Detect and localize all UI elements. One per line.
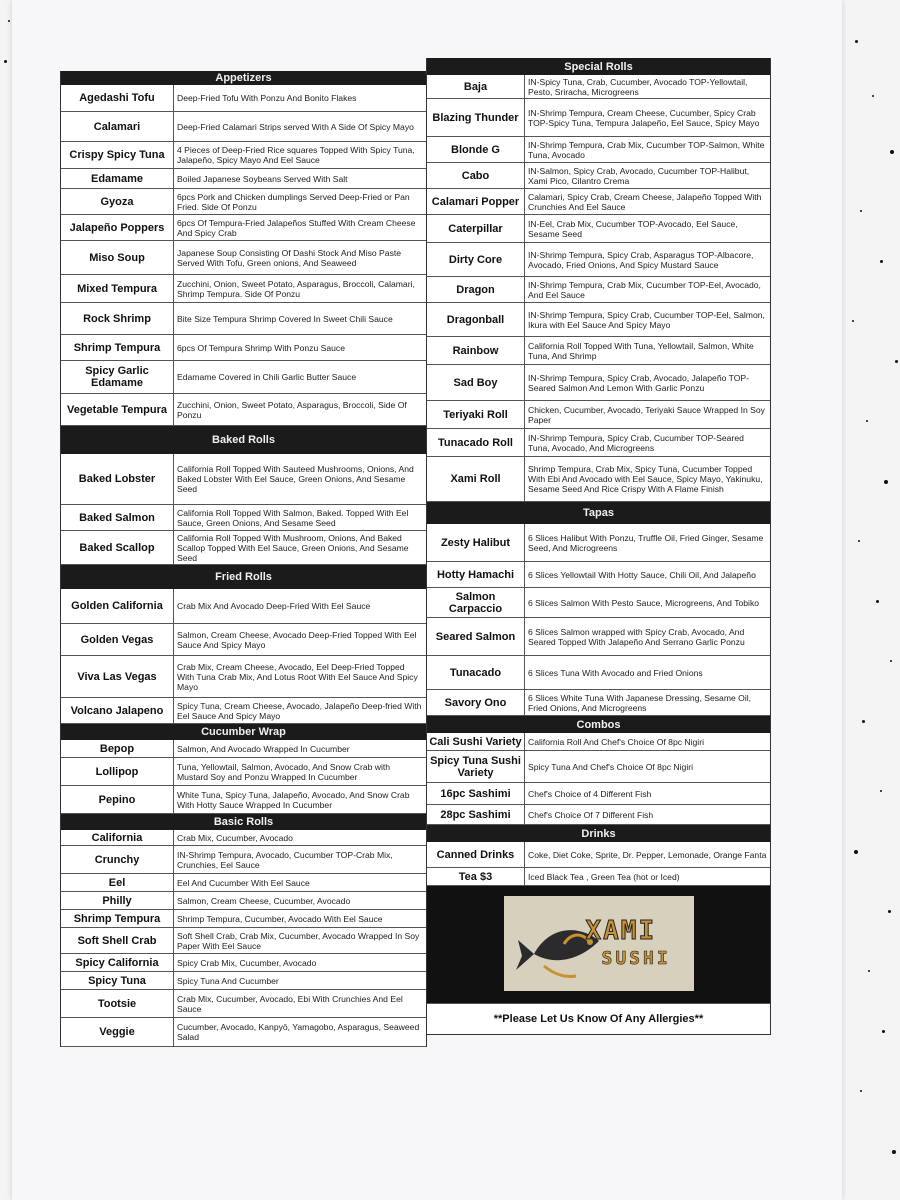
menu-item-description: Chef's Choice Of 7 Different Fish <box>528 809 654 820</box>
menu-item-row <box>61 740 426 758</box>
menu-item-row <box>61 954 426 972</box>
menu-item-row <box>427 163 770 189</box>
menu-item-name: Hotty Hamachi <box>427 562 525 587</box>
logo-wordmark: XAMI <box>585 916 657 946</box>
menu-item-row <box>61 589 426 624</box>
menu-item-name: Teriyaki Roll <box>427 401 525 428</box>
menu-item-name: Cabo <box>427 163 525 188</box>
menu-item-description: California Roll Topped With Mushroom, Onions, And Baked Scallop Topped With Eel Sauce, Green Onions, And Sesame Seed <box>177 532 409 563</box>
menu-item-row <box>427 656 770 690</box>
menu-item-row <box>61 241 426 275</box>
menu-item-row <box>427 751 770 783</box>
menu-item-description: Salmon, And Avocado Wrapped In Cucumber <box>177 743 350 754</box>
menu-item-description: 6pcs Of Tempura Shrimp With Ponzu Sauce <box>177 342 345 353</box>
menu-item-description: IN-Shrimp Tempura, Crab Mix, Cucumber TOP-Eel, Avocado, And Eel Sauce <box>528 279 761 300</box>
speckle <box>4 60 7 63</box>
menu-item-name: Zesty Halibut <box>427 524 525 561</box>
menu-item-name: Cali Sushi Variety <box>427 733 525 750</box>
menu-item-name: Canned Drinks <box>427 842 525 867</box>
menu-item-row <box>61 786 426 814</box>
menu-item-name: Baja <box>427 75 525 98</box>
menu-item-name: Viva Las Vegas <box>61 656 174 697</box>
menu-item-description: IN-Shrimp Tempura, Spicy Crab, Asparagus TOP-Albacore, Avocado, Fried Onions, And Spicy Mustard Sauce <box>528 249 754 270</box>
menu-item-row <box>427 401 770 429</box>
menu-item-description: Eel And Cucumber With Eel Sauce <box>177 877 310 888</box>
menu-item-row <box>427 690 770 716</box>
menu-item-name: Calamari Popper <box>427 189 525 214</box>
menu-item-description: Cucumber, Avocado, Kanpyō, Yamagobo, Asparagus, Seaweed Salad <box>177 1022 420 1042</box>
menu-item-description: IN-Shrimp Tempura, Cream Cheese, Cucumber, Spicy Crab TOP-Spicy Tuna, Tempura Jalapeño, Eel Sauce, Spicy Mayo <box>528 107 760 128</box>
menu-item-row <box>427 618 770 656</box>
menu-item-name: Gyoza <box>61 189 174 214</box>
logo-subtitle: SUSHI <box>601 948 671 969</box>
menu-item-row <box>61 1018 426 1047</box>
menu-item-name: Dragon <box>427 277 525 302</box>
menu-item-description: Iced Black Tea , Green Tea (hot or Iced) <box>528 871 680 882</box>
menu-item-name: Dragonball <box>427 303 525 336</box>
menu-item-row <box>427 868 770 886</box>
section-header-basic-rolls: Basic Rolls <box>61 814 426 830</box>
menu-item-row <box>427 588 770 618</box>
menu-item-description: 6pcs Of Tempura-Fried Jalapeños Stuffed With Cream Cheese And Spicy Crab <box>177 217 416 238</box>
menu-item-name: Dirty Core <box>427 243 525 276</box>
speckle <box>854 850 858 854</box>
menu-item-row <box>61 990 426 1018</box>
menu-item-description: 6 Slices Salmon wrapped with Spicy Crab, Avocado, And Seared Topped With Jalapeño And Serrano Garlic Ponzu <box>528 626 745 647</box>
menu-item-row <box>427 75 770 99</box>
menu-item-description: IN-Shrimp Tempura, Avocado, Cucumber TOP-Crab Mix, Crunchies, Eel Sauce <box>177 849 393 870</box>
menu-item-row <box>61 874 426 892</box>
menu-item-name: Philly <box>61 892 174 909</box>
menu-item-description: White Tuna, Spicy Tuna, Jalapeño, Avocado, And Snow Crab With Hotty Sauce Wrapped In Cucumber <box>177 789 410 810</box>
menu-item-name: Spicy Tuna Sushi Variety <box>427 751 525 782</box>
menu-item-row <box>427 429 770 457</box>
section-header-combos: Combos <box>427 716 770 733</box>
menu-item-description: IN-Salmon, Spicy Crab, Avocado, Cucumber TOP-Halibut, Xami Pico, Cilantro Crema <box>528 165 750 186</box>
menu-item-description: Spicy Tuna And Cucumber <box>177 975 279 986</box>
menu-item-row <box>61 361 426 394</box>
menu-item-row <box>427 189 770 215</box>
speckle <box>855 40 858 43</box>
menu-item-description: Bite Size Tempura Shrimp Covered In Sweet Chili Sauce <box>177 313 393 324</box>
menu-item-row <box>61 189 426 215</box>
speckle <box>868 970 870 972</box>
menu-item-row <box>427 457 770 502</box>
menu-item-description: IN-Spicy Tuna, Crab, Cucumber, Avocado TOP-Yellowtail, Pesto, Sriracha, Microgreens <box>528 76 748 97</box>
menu-item-name: Vegetable Tempura <box>61 394 174 425</box>
speckle <box>880 790 882 792</box>
menu-item-description: Japanese Soup Consisting Of Dashi Stock And Miso Paste Served With Tofu, Green onions, And Seaweed <box>177 247 402 268</box>
menu-item-row <box>61 303 426 335</box>
menu-item-name: Spicy Garlic Edamame <box>61 361 174 393</box>
menu-item-row <box>427 303 770 337</box>
menu-item-name: 28pc Sashimi <box>427 805 525 824</box>
menu-item-row <box>427 733 770 751</box>
speckle <box>852 320 854 322</box>
menu-item-name: Agedashi Tofu <box>61 85 174 111</box>
menu-item-description: Zucchini, Onion, Sweet Potato, Asparagus, Broccoli, Calamari, Shrimp Tempura. Side Of Ponzu <box>177 278 415 299</box>
menu-item-description: Chicken, Cucumber, Avocado, Teriyaki Sauce Wrapped In Soy Paper <box>528 404 765 425</box>
menu-item-name: Edamame <box>61 169 174 188</box>
menu-item-description: IN-Shrimp Tempura, Spicy Crab, Avocado, Jalapeño TOP-Seared Salmon And Lemon With Garlic Ponzu <box>528 372 749 393</box>
section-header-cucumber-wrap: Cucumber Wrap <box>61 724 426 740</box>
menu-item-name: Eel <box>61 874 174 891</box>
menu-item-name: Baked Lobster <box>61 454 174 504</box>
menu-item-name: Blazing Thunder <box>427 99 525 136</box>
menu-item-row <box>61 892 426 910</box>
menu-item-description: 4 Pieces of Deep-Fried Rice squares Topped With Spicy Tuna, Jalapeño, Spicy Mayo And Eel Sauce <box>177 145 415 165</box>
menu-item-description: Crab Mix And Avocado Deep-Fried With Eel Sauce <box>177 601 371 611</box>
menu-item-name: Calamari <box>61 112 174 141</box>
menu-item-name: Xami Roll <box>427 457 525 501</box>
menu-item-description: Deep-Fried Calamari Strips served With A Side Of Spicy Mayo <box>177 121 414 132</box>
menu-item-name: Tea $3 <box>427 868 525 885</box>
menu-item-row <box>427 783 770 805</box>
menu-item-description: IN-Eel, Crab Mix, Cucumber TOP-Avocado, Eel Sauce, Sesame Seed <box>528 218 738 239</box>
menu-item-row <box>427 337 770 365</box>
menu-item-description: Deep-Fried Tofu With Ponzu And Bonito Flakes <box>177 93 357 103</box>
menu-item-row <box>61 335 426 361</box>
menu-item-description: Coke, Diet Coke, Sprite, Dr. Pepper, Lemonade, Orange Fanta <box>528 849 767 860</box>
menu-item-name: Tunacado Roll <box>427 429 525 456</box>
menu-item-name: Salmon Carpaccio <box>427 588 525 617</box>
menu-item-row <box>427 277 770 303</box>
menu-item-name: Spicy Tuna <box>61 972 174 989</box>
menu-item-row <box>427 524 770 562</box>
menu-item-name: Tunacado <box>427 656 525 689</box>
menu-item-name: Crunchy <box>61 846 174 873</box>
menu-item-description: Crab Mix, Cream Cheese, Avocado, Eel Deep-Fried Topped With Tuna Crab Mix, And Lotus Root With Eel Sauce And Spicy Mayo <box>177 661 418 692</box>
section-header-drinks: Drinks <box>427 825 770 842</box>
menu-item-name: Bepop <box>61 740 174 757</box>
menu-item-name: Shrimp Tempura <box>61 335 174 360</box>
speckle <box>890 150 894 154</box>
menu-item-row <box>427 365 770 401</box>
menu-item-description: 6 Slices Tuna With Avocado and Fried Onions <box>528 667 703 678</box>
menu-item-row <box>61 928 426 954</box>
menu-item-row <box>427 805 770 825</box>
menu-item-name: Volcano Jalapeno <box>61 698 174 723</box>
menu-item-description: California Roll Topped With Salmon, Baked. Topped With Eel Sauce, Green Onions, And Sesame Seed <box>177 507 409 528</box>
menu-item-name: Baked Scallop <box>61 531 174 564</box>
menu-item-row <box>61 505 426 531</box>
section-header-special-rolls: Special Rolls <box>427 58 770 75</box>
speckle <box>888 910 891 913</box>
menu-item-name: Soft Shell Crab <box>61 928 174 953</box>
menu-item-description: 6 Slices Salmon With Pesto Sauce, Microgreens, And Tobiko <box>528 597 760 608</box>
menu-item-row <box>427 137 770 163</box>
menu-item-name: Veggie <box>61 1018 174 1046</box>
speckle <box>860 1090 862 1092</box>
section-header-baked-rolls: Baked Rolls <box>61 426 426 454</box>
menu-item-description: Shrimp Tempura, Cucumber, Avocado With Eel Sauce <box>177 913 383 924</box>
menu-item-name: Savory Ono <box>427 690 525 715</box>
menu-item-row <box>61 454 426 505</box>
menu-item-row <box>61 215 426 241</box>
menu-item-name: Crispy Spicy Tuna <box>61 142 174 168</box>
logo-panel <box>427 886 770 1004</box>
menu-item-name: Seared Salmon <box>427 618 525 655</box>
menu-item-row <box>61 169 426 189</box>
menu-item-name: Blonde G <box>427 137 525 162</box>
menu-item-name: Shrimp Tempura <box>61 910 174 927</box>
menu-item-description: Salmon, Cream Cheese, Cucumber, Avocado <box>177 895 351 906</box>
menu-item-name: Rock Shrimp <box>61 303 174 334</box>
menu-item-row <box>427 215 770 243</box>
menu-item-description: Edamame Covered in Chili Garlic Butter Sauce <box>177 372 357 382</box>
menu-item-description: IN-Shrimp Tempura, Spicy Crab, Cucumber TOP-Seared Tuna, Avocado, And Microgreens <box>528 432 744 453</box>
menu-item-description: Salmon, Cream Cheese, Avocado Deep-Fried Topped With Eel Sauce And Spicy Mayo <box>177 629 417 650</box>
menu-item-description: California Roll And Chef's Choice Of 8pc Nigiri <box>528 736 704 747</box>
menu-item-name: Sad Boy <box>427 365 525 400</box>
speckle <box>895 360 898 363</box>
menu-item-row <box>427 562 770 588</box>
speckle <box>858 540 860 542</box>
section-header-appetizers: Appetizers <box>61 71 426 85</box>
menu-item-description: Spicy Tuna, Cream Cheese, Avocado, Jalapeño Deep-fried With Eel Sauce And Spicy Mayo <box>177 700 422 721</box>
speckle <box>880 260 883 263</box>
menu-item-name: Baked Salmon <box>61 505 174 530</box>
menu-item-description: California Roll Topped With Tuna, Yellowtail, Salmon, White Tuna, And Shrimp <box>528 340 754 361</box>
menu-item-name: Golden Vegas <box>61 624 174 655</box>
menu-item-description: IN-Shrimp Tempura, Crab Mix, Cucumber TOP-Salmon, White Tuna, Avocado <box>528 139 765 160</box>
menu-item-description: Soft Shell Crab, Crab Mix, Cucumber, Avocado Wrapped In Soy Paper With Eel Sauce <box>177 930 420 951</box>
menu-item-row <box>427 99 770 137</box>
menu-left-column <box>60 71 427 1047</box>
menu-item-name: Caterpillar <box>427 215 525 242</box>
speckle <box>890 660 892 662</box>
menu-item-description: Spicy Crab Mix, Cucumber, Avocado <box>177 957 317 968</box>
menu-item-row <box>61 910 426 928</box>
menu-item-name: California <box>61 830 174 845</box>
menu-item-description: Tuna, Yellowtail, Salmon, Avocado, And Snow Crab with Mustard Soy and Ponzu Wrapped In Cucumber <box>177 761 391 782</box>
menu-item-row <box>61 972 426 990</box>
menu-item-name: Tootsie <box>61 990 174 1017</box>
menu-item-description: IN-Shrimp Tempura, Spicy Crab, Cucumber TOP-Eel, Salmon, Ikura with Eel Sauce And Spicy Mayo <box>528 309 765 330</box>
menu-item-row <box>61 112 426 142</box>
menu-item-description: 6 Slices Halibut With Ponzu, Truffle Oil, Fried Ginger, Sesame Seed, And Microgreens <box>528 532 764 553</box>
xami-sushi-logo <box>504 896 694 991</box>
menu-item-name: Jalapeño Poppers <box>61 215 174 240</box>
menu-item-name: Rainbow <box>427 337 525 364</box>
speckle <box>862 720 865 723</box>
menu-item-description: California Roll Topped With Sauteed Mushrooms, Onions, And Baked Lobster With Eel Sauce, Green Onions, And Sesame Seed <box>177 464 414 494</box>
menu-item-row <box>427 842 770 868</box>
menu-item-name: Spicy California <box>61 954 174 971</box>
speckle <box>884 480 888 484</box>
menu-item-row <box>61 394 426 426</box>
menu-item-description: Spicy Tuna And Chef's Choice Of 8pc Nigiri <box>528 761 694 772</box>
menu-item-description: 6 Slices Yellowtail With Hotty Sauce, Chili Oil, And Jalapeño <box>528 569 756 580</box>
menu-item-name: Lollipop <box>61 758 174 785</box>
menu-item-row <box>61 758 426 786</box>
menu-item-row <box>61 656 426 698</box>
speckle <box>860 210 862 212</box>
menu-item-row <box>61 846 426 874</box>
menu-item-row <box>61 624 426 656</box>
menu-item-description: 6pcs Pork and Chicken dumplings Served Deep-Fried or Pan Fried. Side Of Ponzu <box>177 191 410 212</box>
menu-item-row <box>61 698 426 724</box>
menu-item-row <box>61 275 426 303</box>
speckle <box>892 1150 896 1154</box>
menu-item-description: 6 Slices White Tuna With Japanese Dressing, Sesame Oil, Fried Onions, And Microgreens <box>528 692 752 713</box>
speckle <box>872 95 874 97</box>
speckle <box>876 600 879 603</box>
menu-item-row <box>61 830 426 846</box>
menu-item-name: Pepino <box>61 786 174 813</box>
menu-item-description: Shrimp Tempura, Crab Mix, Spicy Tuna, Cucumber Topped With Ebi And Avocado with Eel Sauce, Spicy Mayo, Yakinuku, Sesame Seed And Rice Crispy With A Flame Finish <box>528 464 763 494</box>
menu-item-name: Mixed Tempura <box>61 275 174 302</box>
menu-item-row <box>61 142 426 169</box>
menu-right-column <box>426 58 771 1035</box>
menu-item-description: Crab Mix, Cucumber, Avocado <box>177 832 293 843</box>
menu-item-row <box>61 531 426 565</box>
speckle <box>866 420 868 422</box>
menu-item-description: Calamari, Spicy Crab, Cream Cheese, Jalapeño Topped With Crunchies And Eel Sauce <box>528 191 762 212</box>
menu-item-description: Crab Mix, Cucumber, Avocado, Ebi With Crunchies And Eel Sauce <box>177 993 403 1014</box>
menu-item-description: Boiled Japanese Soybeans Served With Salt <box>177 173 348 184</box>
section-header-fried-rolls: Fried Rolls <box>61 565 426 589</box>
allergy-notice: **Please Let Us Know Of Any Allergies** <box>427 1004 770 1035</box>
menu-item-name: Golden California <box>61 589 174 623</box>
menu-item-row <box>427 243 770 277</box>
menu-item-name: Miso Soup <box>61 241 174 274</box>
speckle <box>8 20 10 22</box>
menu-item-name: 16pc Sashimi <box>427 783 525 804</box>
speckle <box>882 1030 885 1033</box>
menu-item-row <box>61 85 426 112</box>
menu-item-description: Chef's Choice of 4 Different Fish <box>528 788 652 799</box>
menu-item-description: Zucchini, Onion, Sweet Potato, Asparagus, Broccoli, Side Of Ponzu <box>177 399 407 420</box>
section-header-tapas: Tapas <box>427 502 770 524</box>
